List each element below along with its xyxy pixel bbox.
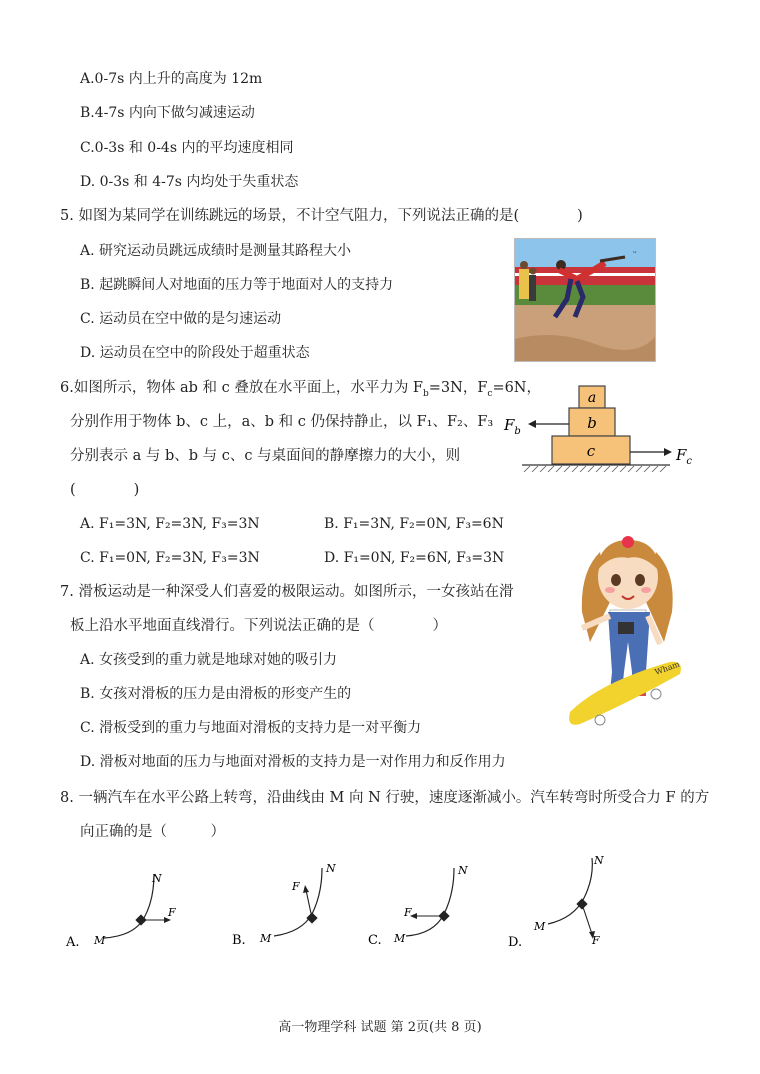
q4-option-b: B.4-7s 内向下做匀减速运动 — [80, 105, 255, 121]
svg-text:ᴗ: ᴗ — [633, 248, 637, 255]
block-a-label: a — [587, 390, 597, 406]
q6-stem-line2: 分别作用于物体 b、c 上，a、b 和 c 仍保持静止，以 F₁、F₂、F₃ — [70, 414, 494, 430]
q5-stem: 5. 如图为某同学在训练跳远的场景，不计空气阻力，下列说法正确的是( ) — [60, 208, 583, 224]
force-fb-label: $F_b$ — [504, 416, 521, 437]
q8-figure-b-n: N — [326, 862, 336, 875]
force-fc-arrowhead — [664, 448, 672, 456]
q6-stem-line1: 6.如图所示，物体 ab 和 c 叠放在水平面上，水平力为 $F_b=3N$，$F_c=6N$， — [60, 380, 541, 399]
ground-hatching — [524, 466, 666, 472]
page-footer: 高一物理学科 试题 第 2页(共 8 页) — [278, 1020, 482, 1035]
q4-option-d: D. 0-3s 和 4-7s 内均处于失重状态 — [80, 174, 299, 190]
q8-figure-b-m: M — [260, 932, 272, 945]
q8-figure-a-m: M — [94, 934, 106, 947]
q8-figure-a-f: F — [168, 906, 176, 919]
q7-stem-line1: 7. 滑板运动是一种深受人们喜爱的极限运动。如图所示，一女孩站在滑 — [60, 584, 514, 600]
q8-figure-c-m: M — [394, 932, 406, 945]
q6-option-c: C. F₁=0N, F₂=3N, F₃=3N — [80, 550, 260, 566]
q5-option-a: A. 研究运动员跳远成绩时是测量其路程大小 — [80, 243, 352, 259]
block-b-label: b — [587, 414, 597, 432]
q6-stem-line3: 分别表示 a 与 b、b 与 c、c 与桌面间的静摩擦力的大小，则 — [70, 448, 461, 464]
q7-option-d: D. 滑板对地面的压力与地面对滑板的支持力是一对作用力和反作用力 — [80, 754, 506, 770]
q8-figure-b-f: F — [292, 880, 300, 893]
q4-option-c: C.0-3s 和 0-4s 内的平均速度相同 — [80, 140, 294, 156]
q6-option-d: D. F₁=0N, F₂=6N, F₃=3N — [324, 550, 505, 566]
q8-figure-a — [64, 860, 194, 950]
force-fb-arrowhead — [528, 420, 536, 428]
q8-figure-c — [364, 858, 494, 948]
q6-option-a: A. F₁=3N, F₂=3N, F₃=3N — [80, 516, 260, 532]
long-jump-photo — [514, 238, 656, 362]
q8-figure-c-label: C. — [368, 933, 382, 948]
skateboard-logo-text: Wham — [653, 659, 681, 677]
q7-option-b: B. 女孩对滑板的压力是由滑板的形变产生的 — [80, 686, 352, 702]
q8-figure-c-n: N — [458, 864, 468, 877]
q8-figure-b — [228, 856, 358, 946]
q4-option-a: A.0-7s 内上升的高度为 12m — [80, 71, 263, 87]
skateboard-girl-illustration — [560, 532, 690, 732]
q8-figure-a-n: N — [152, 872, 162, 885]
q8-figure-d-f: F — [592, 934, 600, 947]
q8-figure-b-label: B. — [232, 933, 246, 946]
q7-option-a: A. 女孩受到的重力就是地球对她的吸引力 — [80, 652, 338, 668]
q8-figure-c-f: F — [404, 906, 412, 919]
q8-figure-d-label: D. — [508, 935, 523, 950]
q6-stem-line4: ( ) — [70, 482, 140, 498]
q6-option-b: B. F₁=3N, F₂=0N, F₃=6N — [324, 516, 504, 532]
q8-figure-d-m: M — [534, 920, 546, 933]
q5-option-d: D. 运动员在空中的阶段处于超重状态 — [80, 345, 310, 361]
q8-stem-line2: 向正确的是（ ） — [80, 824, 225, 840]
q8-figure-d-n: N — [594, 854, 604, 867]
q5-option-b: B. 起跳瞬间人对地面的压力等于地面对人的支持力 — [80, 277, 394, 293]
force-fc-label: $F_c$ — [676, 446, 693, 467]
q8-figure-d — [504, 852, 634, 952]
stacked-blocks-figure — [500, 380, 700, 480]
q5-option-c: C. 运动员在空中做的是匀速运动 — [80, 311, 282, 327]
q8-stem-line1: 8. 一辆汽车在水平公路上转弯，沿曲线由 M 向 N 行驶，速度逐渐减小。汽车转弯时所受合力 F 的方 — [60, 790, 710, 806]
q8-figure-a-label: A. — [66, 935, 80, 950]
q7-stem-line2: 板上沿水平地面直线滑行。下列说法正确的是（ ） — [70, 618, 447, 634]
block-c-label: c — [586, 442, 596, 460]
q7-option-c: C. 滑板受到的重力与地面对滑板的支持力是一对平衡力 — [80, 720, 422, 736]
